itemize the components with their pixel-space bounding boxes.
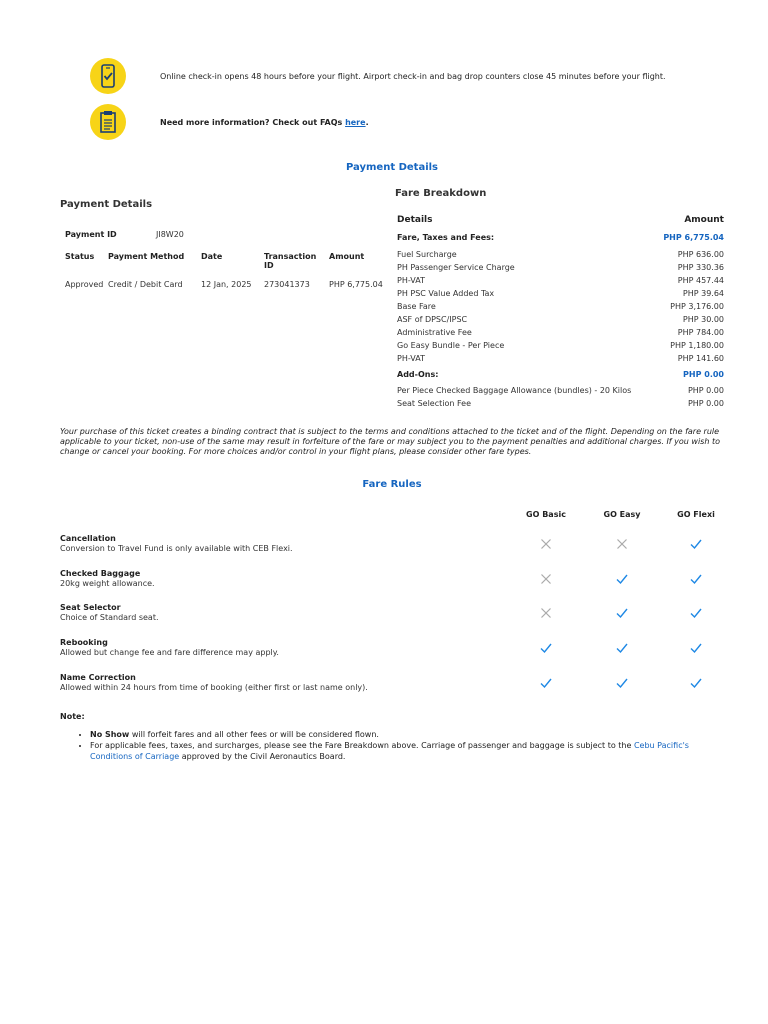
addon-item-amount: PHP 0.00 xyxy=(687,386,724,395)
payment-header-transaction xyxy=(264,252,316,270)
payment-header-amount: Amount xyxy=(329,252,365,261)
check-icon xyxy=(689,606,703,620)
payment-transaction-id: 273041373 xyxy=(264,280,310,289)
note-item-fees xyxy=(90,740,718,762)
check-icon xyxy=(615,572,629,586)
cross-icon xyxy=(539,572,553,586)
fare-rule-title: Checked Baggage xyxy=(60,569,141,578)
payment-details-heading: Payment Details xyxy=(60,199,153,210)
fare-breakdown-heading: Fare Breakdown xyxy=(395,188,487,199)
payment-method: Credit / Debit Card xyxy=(108,280,183,289)
fare-rule-description: Choice of Standard seat. xyxy=(60,613,159,622)
addon-item-row xyxy=(397,386,724,398)
fare-rules-title: Fare Rules xyxy=(362,479,422,490)
fare-item-amount: PHP 39.64 xyxy=(682,289,724,298)
payment-date: 12 Jan, 2025 xyxy=(201,280,252,289)
no-show-label: No Show xyxy=(90,730,130,739)
faq-link[interactable]: here xyxy=(345,118,366,127)
fare-item-row xyxy=(397,250,724,262)
fare-item-row xyxy=(397,276,724,288)
check-icon xyxy=(539,676,553,690)
addons-total: PHP 0.00 xyxy=(683,370,724,379)
mobile-checkin-icon xyxy=(90,58,126,94)
payment-section-title: Payment Details xyxy=(345,162,439,173)
fare-item-amount: PHP 141.60 xyxy=(677,354,724,363)
check-icon xyxy=(539,641,553,655)
addon-item-amount: PHP 0.00 xyxy=(687,399,724,408)
addons-row xyxy=(397,370,724,382)
fare-rule-title: Seat Selector xyxy=(60,603,121,612)
checkin-info-text: Online check-in opens 48 hours before your flight. Airport check-in and bag drop counters close 45 minutes before your flight. xyxy=(160,72,666,81)
note-label: Note: xyxy=(60,712,85,721)
column-go-basic: GO Basic xyxy=(526,510,566,519)
conditions-of-carriage-link[interactable]: Cebu Pacific's Conditions of Carriage xyxy=(90,741,689,761)
fare-item-row xyxy=(397,302,724,314)
cross-icon xyxy=(615,537,629,551)
check-icon xyxy=(689,676,703,690)
fees-text-end: approved by the Civil Aeronautics Board. xyxy=(179,752,346,761)
check-icon xyxy=(615,606,629,620)
fare-breakdown-header xyxy=(397,215,724,227)
fare-item-row xyxy=(397,289,724,301)
payment-id-label: Payment ID xyxy=(65,230,117,239)
note-item-no-show xyxy=(90,729,718,740)
fare-item-row xyxy=(397,315,724,327)
check-icon xyxy=(689,641,703,655)
fare-item-label: Base Fare xyxy=(397,302,436,311)
fare-item-label: PH Passenger Service Charge xyxy=(397,263,515,272)
fare-item-amount: PHP 3,176.00 xyxy=(670,302,724,311)
fare-item-label: PH PSC Value Added Tax xyxy=(397,289,495,298)
addon-item-label: Per Piece Checked Baggage Allowance (bundles) - 20 Kilos xyxy=(397,386,632,395)
fare-rule-description: 20kg weight allowance. xyxy=(60,579,155,588)
fees-text: For applicable fees, taxes, and surcharges, please see the Fare Breakdown above. Carriage of passenger and baggage is subject to the xyxy=(90,741,634,750)
faq-period: . xyxy=(365,118,369,127)
addon-item-label: Seat Selection Fee xyxy=(397,399,471,408)
fare-item-label: PH-VAT xyxy=(397,276,425,285)
addon-item-row xyxy=(397,399,724,411)
fare-item-label: PH-VAT xyxy=(397,354,425,363)
fare-rule-description: Conversion to Travel Fund is only available with CEB Flexi. xyxy=(60,544,293,553)
fare-rule-description: Allowed within 24 hours from time of booking (either first or last name only). xyxy=(60,683,368,692)
fare-item-label: Administrative Fee xyxy=(397,328,472,337)
fare-item-label: Go Easy Bundle - Per Piece xyxy=(397,341,505,350)
fare-item-row xyxy=(397,263,724,275)
fare-item-amount: PHP 330.36 xyxy=(677,263,724,272)
faq-info xyxy=(160,118,369,127)
fare-item-amount: PHP 30.00 xyxy=(682,315,724,324)
amount-header: Amount xyxy=(684,215,724,225)
fare-item-row xyxy=(397,341,724,353)
fare-item-label: ASF of DPSC/IPSC xyxy=(397,315,468,324)
check-icon xyxy=(689,572,703,586)
fare-rule-title: Cancellation xyxy=(60,534,116,543)
faq-text: Need more information? Check out FAQs xyxy=(160,118,343,127)
fare-rule-description: Allowed but change fee and fare difference may apply. xyxy=(60,648,279,657)
transaction-header-line2: ID xyxy=(264,261,274,270)
note-list xyxy=(78,729,718,762)
document-icon xyxy=(90,104,126,140)
payment-id-value: JI8W20 xyxy=(156,230,184,239)
payment-amount: PHP 6,775.04 xyxy=(329,280,383,289)
fare-group-total: PHP 6,775.04 xyxy=(663,233,724,242)
fare-item-amount: PHP 636.00 xyxy=(677,250,724,259)
fare-rule-title: Rebooking xyxy=(60,638,108,647)
fare-rule-title: Name Correction xyxy=(60,673,136,682)
cross-icon xyxy=(539,537,553,551)
fare-item-amount: PHP 457.44 xyxy=(677,276,724,285)
transaction-header-line1: Transaction xyxy=(264,252,317,261)
fare-group-row xyxy=(397,233,724,245)
fare-item-label: Fuel Surcharge xyxy=(397,250,457,259)
check-icon xyxy=(689,537,703,551)
disclaimer-text: Your purchase of this ticket creates a binding contract that is subject to the terms and conditions attached to the ticket and of the flight. Depending on the fare rule applicable to your ticket, non-use of the same may result in forfeiture of the fare or may subject you to the payment penalties and additional charges. If you wish to change or cancel your booking. For more choices and/or control in your flight plans, please consider other fare types. xyxy=(60,427,720,456)
column-go-flexi: GO Flexi xyxy=(677,510,715,519)
no-show-text: will forfeit fares and all other fees or will be considered flown. xyxy=(129,730,379,739)
payment-header-date: Date xyxy=(201,252,223,261)
fare-item-row xyxy=(397,328,724,340)
fare-item-row xyxy=(397,354,724,366)
addons-label: Add-Ons: xyxy=(397,370,439,379)
check-icon xyxy=(615,641,629,655)
fare-item-amount: PHP 784.00 xyxy=(677,328,724,337)
payment-header-status: Status xyxy=(65,252,95,261)
column-go-easy: GO Easy xyxy=(603,510,641,519)
details-header: Details xyxy=(397,215,433,225)
payment-header-method: Payment Method xyxy=(108,252,185,261)
cross-icon xyxy=(539,606,553,620)
fare-group-label: Fare, Taxes and Fees: xyxy=(397,233,495,242)
payment-status: Approved xyxy=(65,280,104,289)
check-icon xyxy=(615,676,629,690)
fare-item-amount: PHP 1,180.00 xyxy=(670,341,724,350)
